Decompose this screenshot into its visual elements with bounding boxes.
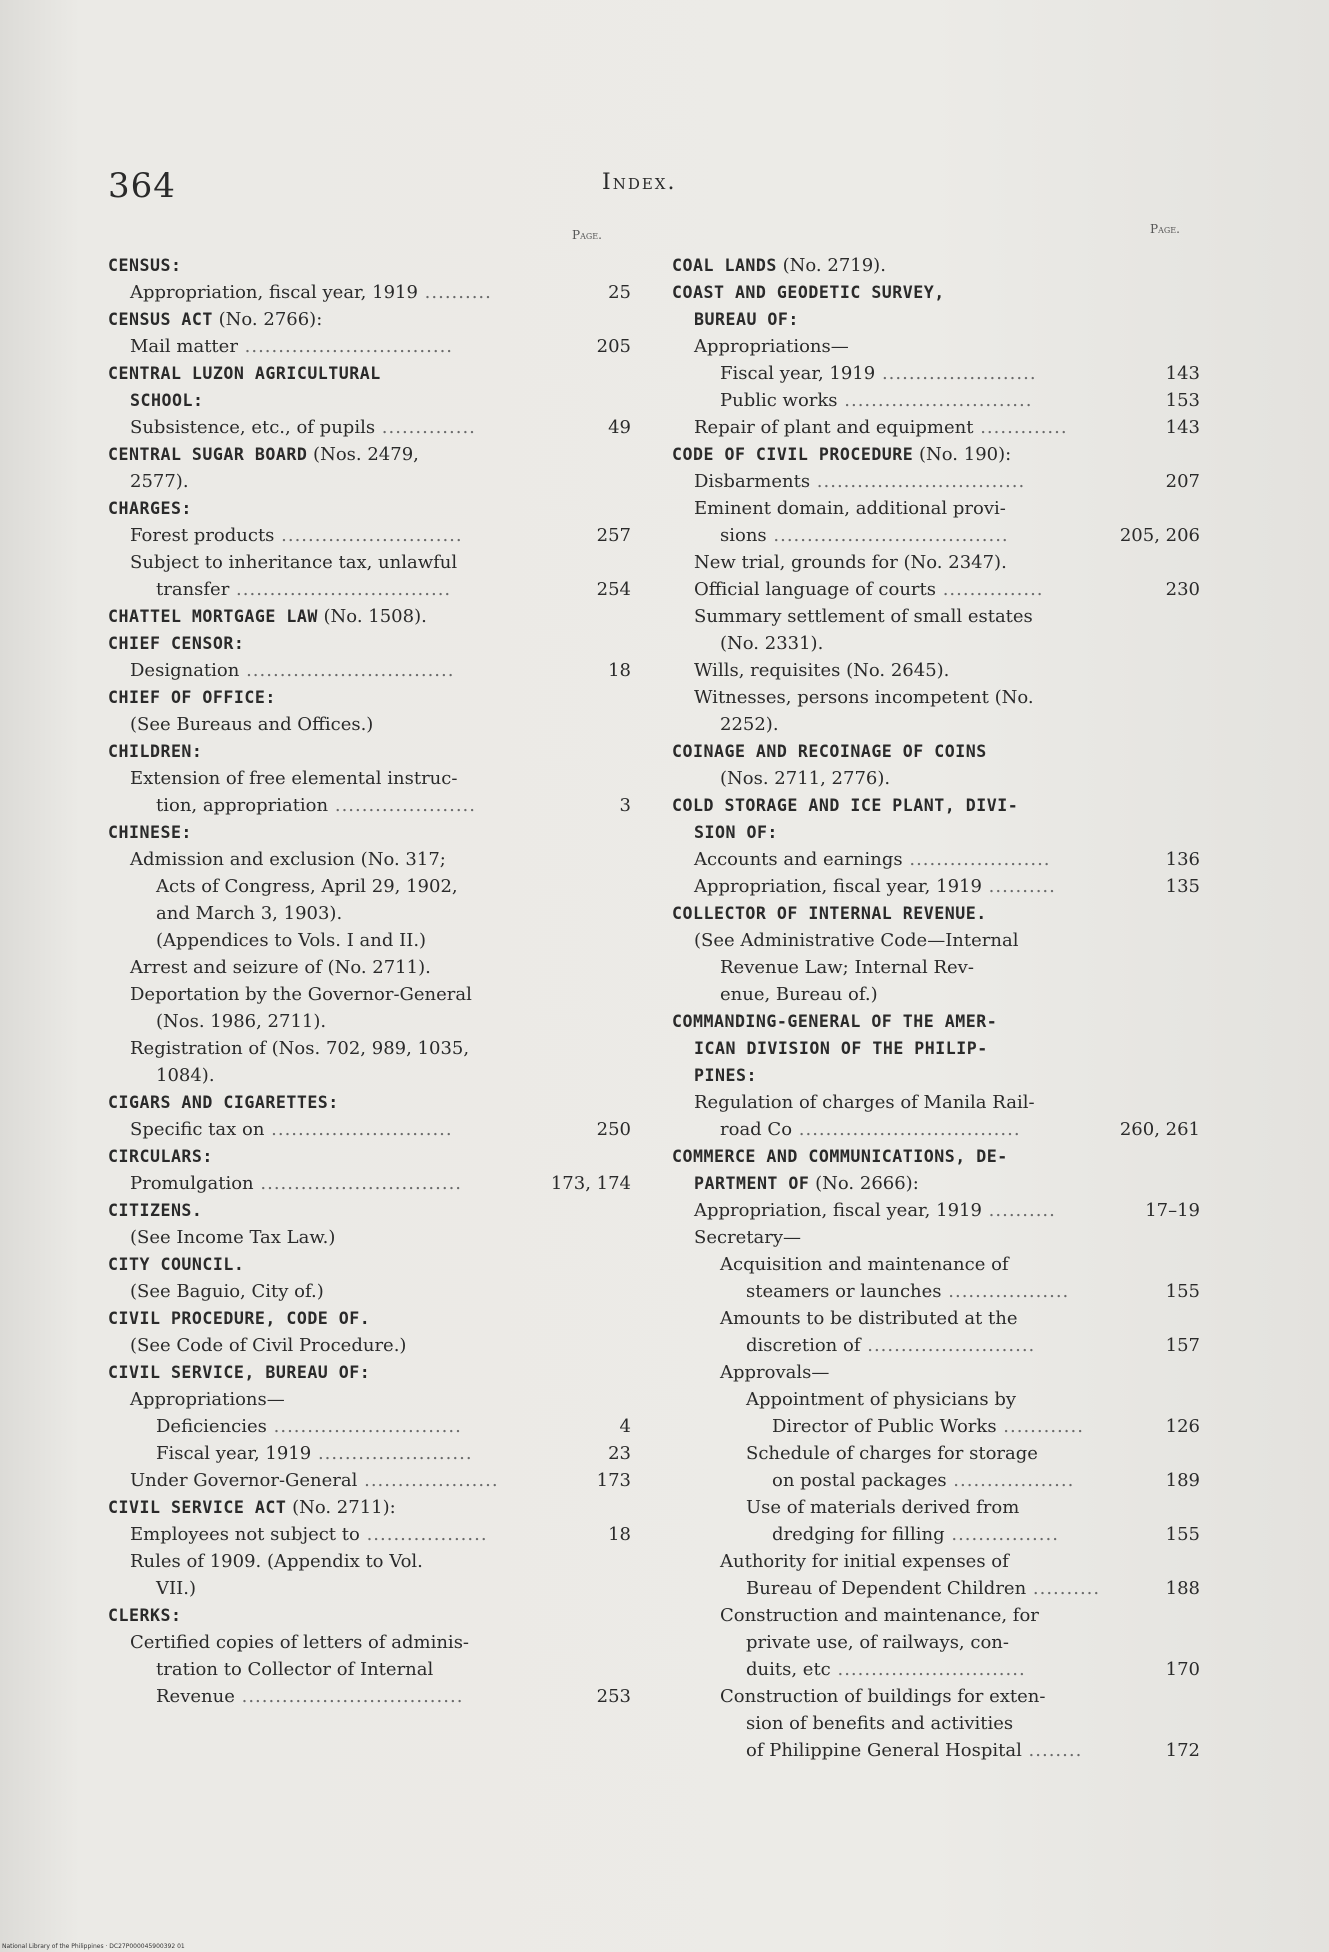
entry-text: CENTRAL SUGAR BOARD bbox=[108, 445, 308, 464]
entry-text: of Philippine General Hospital bbox=[746, 1740, 1022, 1761]
leader-dots: .......... bbox=[1026, 1578, 1101, 1599]
leader-dots: ........ bbox=[1021, 1740, 1083, 1761]
page-reference: 250 bbox=[596, 1119, 631, 1140]
entry-text: tion, appropriation bbox=[156, 795, 329, 816]
entry-text: Official language of courts bbox=[694, 579, 936, 600]
index-entry bbox=[672, 1467, 1200, 1494]
leader-dots: .................. bbox=[946, 1470, 1075, 1491]
page-reference: 260, 261 bbox=[1119, 1119, 1200, 1140]
index-entry bbox=[108, 1386, 631, 1413]
index-entry bbox=[108, 414, 631, 441]
entry-text: Accounts and earnings bbox=[694, 849, 903, 870]
index-entry bbox=[672, 414, 1200, 441]
entry-text: Appropriation, fiscal year, 1919 bbox=[694, 1200, 982, 1221]
index-entry bbox=[108, 954, 631, 981]
entry-text: Bureau of Dependent Children bbox=[746, 1578, 1027, 1599]
index-entry bbox=[108, 1170, 631, 1197]
leader-dots: ....................... bbox=[875, 363, 1037, 384]
index-entry bbox=[108, 792, 631, 819]
entry-text: Rules of 1909. (Appendix to Vol. bbox=[130, 1551, 423, 1572]
entry-text: CHATTEL MORTGAGE LAW bbox=[108, 607, 318, 626]
index-heading bbox=[108, 819, 631, 846]
entry-text: Director of Public Works bbox=[772, 1416, 997, 1437]
index-entry bbox=[108, 576, 631, 603]
entry-text: 2252). bbox=[720, 714, 779, 735]
entry-text: Employees not subject to bbox=[130, 1524, 360, 1545]
entry-text: private use, of railways, con- bbox=[746, 1632, 1009, 1653]
entry-text: Designation bbox=[130, 660, 240, 681]
index-entry bbox=[108, 765, 631, 792]
index-entry bbox=[672, 657, 1200, 684]
left-column-page-label: Page. bbox=[572, 228, 602, 242]
leader-dots: ............................... bbox=[237, 336, 454, 357]
entry-text: Secretary— bbox=[694, 1227, 802, 1248]
index-entry bbox=[108, 1521, 631, 1548]
entry-text: Specific tax on bbox=[130, 1119, 265, 1140]
entry-text: Acts of Congress, April 29, 1902, bbox=[156, 876, 458, 897]
entry-text: (See Baguio, City of.) bbox=[130, 1281, 324, 1302]
entry-text: and March 3, 1903). bbox=[156, 903, 343, 924]
entry-text: ICAN DIVISION OF THE PHILIP- bbox=[694, 1039, 988, 1058]
index-entry bbox=[108, 522, 631, 549]
entry-text: CITIZENS. bbox=[108, 1201, 203, 1220]
entry-text: CHARGES: bbox=[108, 499, 192, 518]
entry-text: sion of benefits and activities bbox=[746, 1713, 1014, 1734]
entry-text: Deficiencies bbox=[156, 1416, 267, 1437]
entry-text: Approvals— bbox=[720, 1362, 830, 1383]
leader-dots: .......... bbox=[417, 282, 492, 303]
entry-text: Appropriations— bbox=[694, 336, 849, 357]
entry-text: CIRCULARS: bbox=[108, 1147, 213, 1166]
index-heading bbox=[672, 900, 1200, 927]
entry-act-number: (No. 2766): bbox=[212, 309, 323, 330]
entry-act-number: (No. 190): bbox=[913, 444, 1012, 465]
entry-text: road Co bbox=[720, 1119, 793, 1140]
index-heading bbox=[672, 792, 1200, 819]
page-reference: 157 bbox=[1165, 1335, 1200, 1356]
entry-text: Summary settlement of small estates bbox=[694, 606, 1033, 627]
entry-text: Disbarments bbox=[694, 471, 811, 492]
index-entry bbox=[108, 1548, 631, 1575]
leader-dots: ..................... bbox=[902, 849, 1051, 870]
index-entry bbox=[108, 549, 631, 576]
entry-text: CIVIL PROCEDURE, CODE OF. bbox=[108, 1309, 371, 1328]
entry-text: PARTMENT OF bbox=[694, 1174, 810, 1193]
entry-text: transfer bbox=[156, 579, 230, 600]
entry-text: CIVIL SERVICE, BUREAU OF: bbox=[108, 1363, 371, 1382]
entry-text: Appointment of physicians by bbox=[746, 1389, 1017, 1410]
entry-text: on postal packages bbox=[772, 1470, 947, 1491]
entry-text: Extension of free elemental instruc- bbox=[130, 768, 458, 789]
index-heading bbox=[108, 306, 631, 333]
index-entry bbox=[672, 1521, 1200, 1548]
index-entry bbox=[108, 1062, 631, 1089]
index-entry bbox=[108, 1440, 631, 1467]
entry-text: CITY COUNCIL. bbox=[108, 1255, 245, 1274]
entry-text: CLERKS: bbox=[108, 1606, 182, 1625]
index-entry bbox=[108, 1035, 631, 1062]
index-entry bbox=[108, 981, 631, 1008]
index-entry bbox=[672, 360, 1200, 387]
entry-text: Deportation by the Governor-General bbox=[130, 984, 472, 1005]
entry-text: Subject to inheritance tax, unlawful bbox=[130, 552, 458, 573]
page-reference: 17–19 bbox=[1145, 1200, 1200, 1221]
page-reference: 257 bbox=[596, 525, 631, 546]
entry-text: Appropriation, fiscal year, 1919 bbox=[130, 282, 418, 303]
leader-dots: ............................... bbox=[239, 660, 455, 681]
leader-dots: ................................. bbox=[792, 1119, 1021, 1140]
entry-text: 2577). bbox=[130, 471, 189, 492]
entry-text: (No. 2331). bbox=[720, 633, 824, 654]
index-heading bbox=[672, 306, 1200, 333]
index-heading bbox=[108, 1359, 631, 1386]
page-reference: 189 bbox=[1165, 1470, 1200, 1491]
right-column-page-label: Page. bbox=[1150, 222, 1180, 236]
entry-text: Forest products bbox=[130, 525, 275, 546]
entry-text: Certified copies of letters of adminis- bbox=[130, 1632, 470, 1653]
index-heading bbox=[108, 360, 631, 387]
entry-text: CENTRAL LUZON AGRICULTURAL bbox=[108, 364, 381, 383]
entry-text: Revenue bbox=[156, 1686, 235, 1707]
page-title: Index. bbox=[602, 170, 677, 195]
page-reference: 4 bbox=[619, 1416, 631, 1437]
leader-dots: ........................... bbox=[274, 525, 463, 546]
index-entry bbox=[672, 333, 1200, 360]
index-entry bbox=[672, 387, 1200, 414]
entry-text: 1084). bbox=[156, 1065, 215, 1086]
entry-text: Revenue Law; Internal Rev- bbox=[720, 957, 974, 978]
entry-text: Mail matter bbox=[130, 336, 238, 357]
page-reference: 253 bbox=[596, 1686, 631, 1707]
index-heading bbox=[108, 684, 631, 711]
right-index-column bbox=[672, 252, 1200, 1764]
index-heading bbox=[672, 1143, 1200, 1170]
page-reference: 136 bbox=[1165, 849, 1200, 870]
index-entry bbox=[672, 1494, 1200, 1521]
index-entry bbox=[672, 1251, 1200, 1278]
page-reference: 254 bbox=[596, 579, 631, 600]
entry-text: CIVIL SERVICE ACT bbox=[108, 1498, 287, 1517]
page-reference: 135 bbox=[1165, 876, 1200, 897]
index-entry bbox=[672, 765, 1200, 792]
index-heading bbox=[108, 1602, 631, 1629]
leader-dots: .................. bbox=[359, 1524, 488, 1545]
index-entry bbox=[108, 900, 631, 927]
entry-text: Witnesses, persons incompetent (No. bbox=[694, 687, 1034, 708]
entry-text: Regulation of charges of Manila Rail- bbox=[694, 1092, 1035, 1113]
index-entry bbox=[672, 549, 1200, 576]
index-entry bbox=[672, 927, 1200, 954]
page-reference: 3 bbox=[619, 795, 631, 816]
index-heading bbox=[108, 1197, 631, 1224]
entry-text: COAL LANDS bbox=[672, 256, 777, 275]
entry-text: (See Code of Civil Procedure.) bbox=[130, 1335, 407, 1356]
index-entry bbox=[108, 846, 631, 873]
index-entry bbox=[108, 333, 631, 360]
index-heading bbox=[108, 1305, 631, 1332]
entry-text: Schedule of charges for storage bbox=[746, 1443, 1038, 1464]
page-reference: 230 bbox=[1165, 579, 1200, 600]
index-entry bbox=[108, 1332, 631, 1359]
page-reference: 153 bbox=[1165, 390, 1200, 411]
entry-text: tration to Collector of Internal bbox=[156, 1659, 434, 1680]
index-heading bbox=[672, 252, 1200, 279]
entry-text: New trial, grounds for (No. 2347). bbox=[694, 552, 1007, 573]
index-heading bbox=[672, 1008, 1200, 1035]
entry-text: PINES: bbox=[694, 1066, 757, 1085]
leader-dots: .................... bbox=[357, 1470, 499, 1491]
index-heading bbox=[108, 603, 631, 630]
entry-text: (See Bureaus and Offices.) bbox=[130, 714, 374, 735]
index-entry bbox=[672, 873, 1200, 900]
page-reference: 143 bbox=[1165, 417, 1200, 438]
entry-text: enue, Bureau of.) bbox=[720, 984, 878, 1005]
entry-text: COLLECTOR OF INTERNAL REVENUE. bbox=[672, 904, 987, 923]
index-entry bbox=[672, 684, 1200, 711]
entry-text: sions bbox=[720, 525, 767, 546]
leader-dots: ............................... bbox=[810, 471, 1026, 492]
index-entry bbox=[108, 1656, 631, 1683]
index-entry bbox=[108, 279, 631, 306]
index-entry bbox=[672, 1359, 1200, 1386]
index-entry bbox=[672, 1440, 1200, 1467]
entry-text: (See Administrative Code—Internal bbox=[694, 930, 1019, 951]
index-entry bbox=[108, 1629, 631, 1656]
index-entry bbox=[108, 711, 631, 738]
entry-text: Construction of buildings for exten- bbox=[720, 1686, 1046, 1707]
leader-dots: .................. bbox=[941, 1281, 1070, 1302]
leader-dots: .......... bbox=[981, 1200, 1056, 1221]
index-entry bbox=[108, 1683, 631, 1710]
entry-text: (Appendices to Vols. I and II.) bbox=[156, 930, 427, 951]
page-reference: 126 bbox=[1165, 1416, 1200, 1437]
entry-text: Public works bbox=[720, 390, 838, 411]
index-entry bbox=[108, 927, 631, 954]
entry-text: Construction and maintenance, for bbox=[720, 1605, 1039, 1626]
index-heading bbox=[108, 630, 631, 657]
entry-text: COINAGE AND RECOINAGE OF COINS bbox=[672, 742, 987, 761]
index-entry bbox=[672, 1332, 1200, 1359]
entry-text: discretion of bbox=[746, 1335, 861, 1356]
entry-act-number: (No. 2719). bbox=[776, 255, 886, 276]
entry-text: duits, etc bbox=[746, 1659, 831, 1680]
index-entry bbox=[672, 711, 1200, 738]
index-heading bbox=[672, 279, 1200, 306]
index-heading bbox=[672, 441, 1200, 468]
leader-dots: ................................... bbox=[766, 525, 1009, 546]
page-reference: 18 bbox=[608, 660, 631, 681]
entry-text: VII.) bbox=[156, 1578, 196, 1599]
page-reference: 18 bbox=[608, 1524, 631, 1545]
page-reference: 205 bbox=[596, 336, 631, 357]
index-heading bbox=[672, 1170, 1200, 1197]
entry-text: CODE OF CIVIL PROCEDURE bbox=[672, 445, 914, 464]
index-heading bbox=[672, 1035, 1200, 1062]
entry-act-number: (Nos. 2479, bbox=[307, 444, 419, 465]
page-reference: 170 bbox=[1165, 1659, 1200, 1680]
leader-dots: .............. bbox=[375, 417, 476, 438]
leader-dots: ............. bbox=[973, 417, 1068, 438]
index-entry bbox=[672, 1683, 1200, 1710]
index-heading bbox=[108, 441, 631, 468]
entry-text: CHINESE: bbox=[108, 823, 192, 842]
index-entry bbox=[108, 1467, 631, 1494]
page-reference: 207 bbox=[1165, 471, 1200, 492]
leader-dots: ............ bbox=[996, 1416, 1084, 1437]
index-entry bbox=[672, 1386, 1200, 1413]
index-entry bbox=[108, 1278, 631, 1305]
left-index-column bbox=[108, 252, 631, 1710]
entry-text: CENSUS ACT bbox=[108, 310, 213, 329]
scan-footer: National Library of the Philippines · DC27P000045900392 01 bbox=[2, 1943, 185, 1950]
entry-text: SION OF: bbox=[694, 823, 778, 842]
entry-text: Subsistence, etc., of pupils bbox=[130, 417, 376, 438]
entry-text: Wills, requisites (No. 2645). bbox=[694, 660, 950, 681]
page-reference: 205, 206 bbox=[1119, 525, 1200, 546]
index-entry bbox=[672, 603, 1200, 630]
leader-dots: ..................... bbox=[328, 795, 477, 816]
entry-text: CHILDREN: bbox=[108, 742, 203, 761]
leader-dots: ............... bbox=[935, 579, 1044, 600]
entry-text: Fiscal year, 1919 bbox=[720, 363, 876, 384]
page-reference: 172 bbox=[1165, 1740, 1200, 1761]
leader-dots: .............................. bbox=[253, 1173, 463, 1194]
index-heading bbox=[108, 495, 631, 522]
index-entry bbox=[672, 1197, 1200, 1224]
entry-text: Use of materials derived from bbox=[746, 1497, 1020, 1518]
index-heading bbox=[108, 252, 631, 279]
page-reference: 173 bbox=[596, 1470, 631, 1491]
index-entry bbox=[672, 468, 1200, 495]
entry-text: dredging for filling bbox=[772, 1524, 945, 1545]
index-heading bbox=[108, 1494, 631, 1521]
index-entry bbox=[672, 1278, 1200, 1305]
entry-text: steamers or launches bbox=[746, 1281, 942, 1302]
leader-dots: .......... bbox=[981, 876, 1056, 897]
index-entry bbox=[108, 1008, 631, 1035]
entry-text: (See Income Tax Law.) bbox=[130, 1227, 336, 1248]
index-entry bbox=[672, 1089, 1200, 1116]
index-entry bbox=[672, 630, 1200, 657]
index-heading bbox=[672, 738, 1200, 765]
leader-dots: ................................. bbox=[234, 1686, 464, 1707]
index-entry bbox=[672, 1575, 1200, 1602]
entry-text: (Nos. 2711, 2776). bbox=[720, 768, 891, 789]
entry-text: Eminent domain, additional provi- bbox=[694, 498, 1006, 519]
entry-act-number: (No. 1508). bbox=[317, 606, 427, 627]
entry-text: CIGARS AND CIGARETTES: bbox=[108, 1093, 339, 1112]
entry-text: Registration of (Nos. 702, 989, 1035, bbox=[130, 1038, 470, 1059]
entry-text: COLD STORAGE AND ICE PLANT, DIVI- bbox=[672, 796, 1019, 815]
entry-text: SCHOOL: bbox=[130, 391, 204, 410]
entry-text: COAST AND GEODETIC SURVEY, bbox=[672, 283, 945, 302]
index-entry bbox=[672, 1710, 1200, 1737]
index-heading bbox=[672, 819, 1200, 846]
entry-text: Appropriation, fiscal year, 1919 bbox=[694, 876, 982, 897]
page-reference: 25 bbox=[608, 282, 631, 303]
index-entry bbox=[108, 1575, 631, 1602]
page-reference: 155 bbox=[1165, 1281, 1200, 1302]
leader-dots: ......................... bbox=[860, 1335, 1036, 1356]
entry-act-number: (No. 2666): bbox=[809, 1173, 919, 1194]
index-heading bbox=[108, 1089, 631, 1116]
index-heading bbox=[672, 1062, 1200, 1089]
page-reference: 188 bbox=[1165, 1578, 1200, 1599]
index-entry bbox=[672, 981, 1200, 1008]
index-entry bbox=[672, 1413, 1200, 1440]
index-heading bbox=[108, 1251, 631, 1278]
leader-dots: ....................... bbox=[311, 1443, 473, 1464]
entry-text: Arrest and seizure of (No. 2711). bbox=[130, 957, 431, 978]
index-entry bbox=[672, 495, 1200, 522]
index-entry bbox=[108, 1116, 631, 1143]
index-entry bbox=[672, 1629, 1200, 1656]
index-entry bbox=[672, 522, 1200, 549]
index-entry bbox=[672, 1737, 1200, 1764]
entry-text: BUREAU OF: bbox=[694, 310, 799, 329]
entry-text: Amounts to be distributed at the bbox=[720, 1308, 1018, 1329]
leader-dots: ................ bbox=[944, 1524, 1059, 1545]
entry-act-number: (No. 2711): bbox=[286, 1497, 396, 1518]
entry-text: Promulgation bbox=[130, 1173, 254, 1194]
index-entry bbox=[672, 1602, 1200, 1629]
entry-text: Admission and exclusion (No. 317; bbox=[130, 849, 446, 870]
page-reference: 143 bbox=[1165, 363, 1200, 384]
index-entry bbox=[108, 1413, 631, 1440]
entry-text: CHIEF OF OFFICE: bbox=[108, 688, 276, 707]
index-heading bbox=[108, 738, 631, 765]
index-entry bbox=[672, 1656, 1200, 1683]
page-reference: 173, 174 bbox=[550, 1173, 631, 1194]
entry-text: (Nos. 1986, 2711). bbox=[156, 1011, 327, 1032]
page-number: 364 bbox=[108, 166, 176, 206]
page-reference: 23 bbox=[608, 1443, 631, 1464]
leader-dots: ................................ bbox=[229, 579, 452, 600]
leader-dots: ............................ bbox=[837, 390, 1033, 411]
entry-text: Appropriations— bbox=[130, 1389, 285, 1410]
leader-dots: ........................... bbox=[264, 1119, 453, 1140]
index-entry bbox=[108, 873, 631, 900]
index-entry bbox=[672, 1305, 1200, 1332]
index-entry bbox=[108, 1224, 631, 1251]
index-heading bbox=[108, 1143, 631, 1170]
index-entry bbox=[672, 1224, 1200, 1251]
index-entry bbox=[672, 1116, 1200, 1143]
entry-text: COMMANDING-GENERAL OF THE AMER- bbox=[672, 1012, 998, 1031]
entry-text: Acquisition and maintenance of bbox=[720, 1254, 1009, 1275]
entry-text: Authority for initial expenses of bbox=[720, 1551, 1009, 1572]
index-entry bbox=[672, 846, 1200, 873]
entry-text: Fiscal year, 1919 bbox=[156, 1443, 312, 1464]
index-entry bbox=[672, 576, 1200, 603]
entry-text: CHIEF CENSOR: bbox=[108, 634, 245, 653]
entry-text: CENSUS: bbox=[108, 256, 182, 275]
leader-dots: ............................ bbox=[830, 1659, 1026, 1680]
page-reference: 155 bbox=[1165, 1524, 1200, 1545]
entry-text: Repair of plant and equipment bbox=[694, 417, 974, 438]
index-entry bbox=[108, 657, 631, 684]
index-heading bbox=[108, 387, 631, 414]
index-entry bbox=[108, 468, 631, 495]
index-entry bbox=[672, 954, 1200, 981]
page-reference: 49 bbox=[608, 417, 631, 438]
index-entry bbox=[672, 1548, 1200, 1575]
entry-text: Under Governor-General bbox=[130, 1470, 358, 1491]
leader-dots: ............................ bbox=[266, 1416, 462, 1437]
entry-text: COMMERCE AND COMMUNICATIONS, DE- bbox=[672, 1147, 1008, 1166]
